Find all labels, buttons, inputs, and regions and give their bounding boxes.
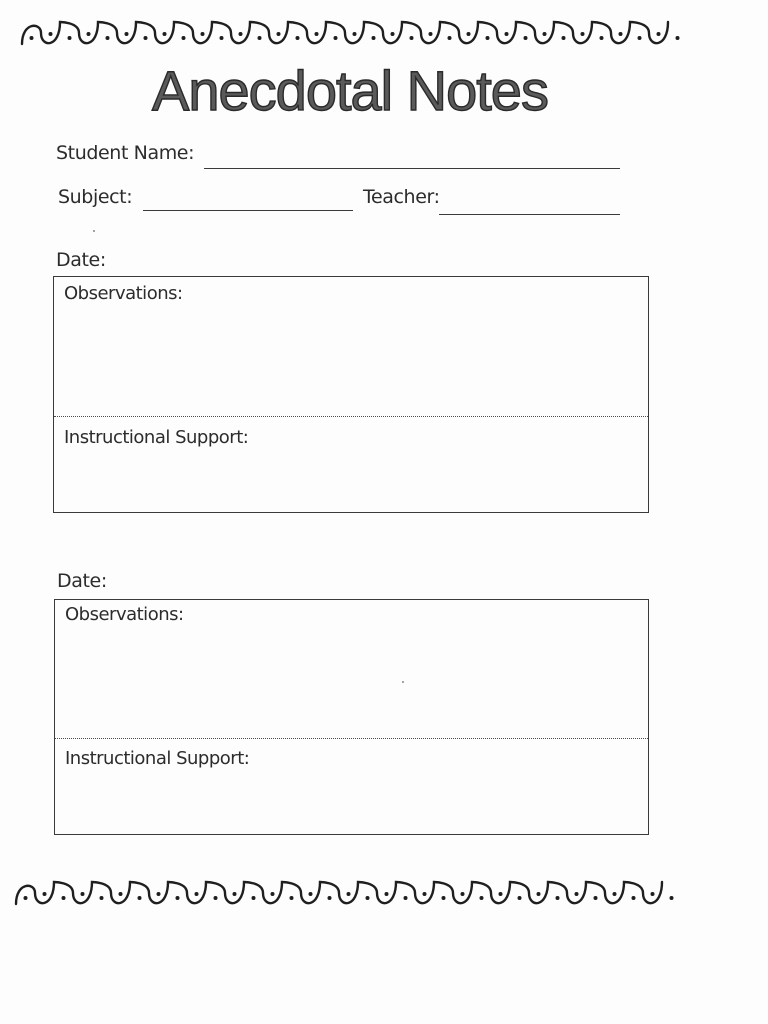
border-dot bbox=[651, 892, 655, 896]
wavy-line bbox=[16, 882, 662, 904]
border-dot bbox=[594, 896, 598, 900]
border-dot bbox=[233, 892, 237, 896]
border-dot bbox=[328, 896, 332, 900]
entry-date-label: Date: bbox=[57, 570, 107, 592]
border-dot bbox=[518, 896, 522, 900]
border-dot bbox=[296, 36, 300, 40]
border-dot bbox=[423, 892, 427, 896]
wavy-border-top-icon bbox=[20, 14, 692, 54]
border-dot bbox=[613, 892, 617, 896]
border-dot bbox=[182, 36, 186, 40]
border-dot bbox=[467, 32, 471, 36]
page-title: Anecdotal Notes bbox=[152, 59, 548, 122]
border-dot bbox=[24, 896, 28, 900]
instructional-support-label: Instructional Support: bbox=[65, 748, 250, 769]
border-dot bbox=[220, 36, 224, 40]
border-dot bbox=[68, 36, 72, 40]
border-dot bbox=[410, 36, 414, 40]
border-dot bbox=[353, 32, 357, 36]
student-name-line[interactable] bbox=[204, 168, 620, 169]
border-dot bbox=[43, 892, 47, 896]
border-dot bbox=[163, 32, 167, 36]
entry-box bbox=[53, 276, 649, 513]
border-dot bbox=[524, 36, 528, 40]
border-dot bbox=[499, 892, 503, 896]
subject-line[interactable] bbox=[143, 210, 353, 211]
border-dot bbox=[429, 32, 433, 36]
border-dot bbox=[562, 36, 566, 40]
border-dot bbox=[309, 892, 313, 896]
border-dot bbox=[144, 36, 148, 40]
border-dot bbox=[657, 32, 661, 36]
border-dot bbox=[385, 892, 389, 896]
border-dot bbox=[125, 32, 129, 36]
observations-label: Observations: bbox=[64, 283, 183, 304]
teacher-label: Teacher: bbox=[363, 186, 440, 208]
border-dot bbox=[157, 892, 161, 896]
border-dot bbox=[87, 32, 91, 36]
observations-label: Observations: bbox=[65, 604, 184, 625]
border-dot bbox=[315, 32, 319, 36]
wavy-border-bottom-icon bbox=[14, 874, 686, 914]
border-dot bbox=[290, 896, 294, 900]
border-dot bbox=[347, 892, 351, 896]
border-dot bbox=[543, 32, 547, 36]
border-dot bbox=[442, 896, 446, 900]
border-dot bbox=[49, 32, 53, 36]
border-dot bbox=[81, 892, 85, 896]
entry-date-label: Date: bbox=[56, 249, 106, 271]
dotted-divider bbox=[55, 738, 648, 739]
border-dot bbox=[62, 896, 66, 900]
teacher-line[interactable] bbox=[439, 214, 620, 215]
wavy-line bbox=[22, 22, 668, 44]
border-dot bbox=[575, 892, 579, 896]
border-dot bbox=[366, 896, 370, 900]
border-dot bbox=[106, 36, 110, 40]
border-dot bbox=[30, 36, 34, 40]
border-dot bbox=[505, 32, 509, 36]
border-dot bbox=[372, 36, 376, 40]
subject-label: Subject: bbox=[58, 186, 133, 208]
border-dot bbox=[676, 36, 680, 40]
border-dot bbox=[252, 896, 256, 900]
border-dot bbox=[195, 892, 199, 896]
border-dot bbox=[201, 32, 205, 36]
border-dot bbox=[271, 892, 275, 896]
border-dot bbox=[486, 36, 490, 40]
entry-box bbox=[54, 599, 649, 835]
scan-speck bbox=[93, 230, 95, 232]
border-dot bbox=[214, 896, 218, 900]
border-dot bbox=[619, 32, 623, 36]
border-dot bbox=[138, 896, 142, 900]
border-dot bbox=[391, 32, 395, 36]
border-dot bbox=[239, 32, 243, 36]
border-dot bbox=[638, 36, 642, 40]
border-dot bbox=[581, 32, 585, 36]
scan-speck bbox=[402, 681, 404, 683]
border-dot bbox=[277, 32, 281, 36]
border-dot bbox=[100, 896, 104, 900]
border-dot bbox=[404, 896, 408, 900]
border-dot bbox=[119, 892, 123, 896]
border-dot bbox=[480, 896, 484, 900]
border-dot bbox=[258, 36, 262, 40]
border-dot bbox=[461, 892, 465, 896]
border-dot bbox=[334, 36, 338, 40]
border-dot bbox=[556, 896, 560, 900]
dotted-divider bbox=[54, 416, 648, 417]
border-dot bbox=[670, 896, 674, 900]
border-dot bbox=[600, 36, 604, 40]
border-dot bbox=[537, 892, 541, 896]
border-dot bbox=[632, 896, 636, 900]
instructional-support-label: Instructional Support: bbox=[64, 427, 249, 448]
student-name-label: Student Name: bbox=[56, 142, 195, 164]
border-dot bbox=[176, 896, 180, 900]
border-dot bbox=[448, 36, 452, 40]
